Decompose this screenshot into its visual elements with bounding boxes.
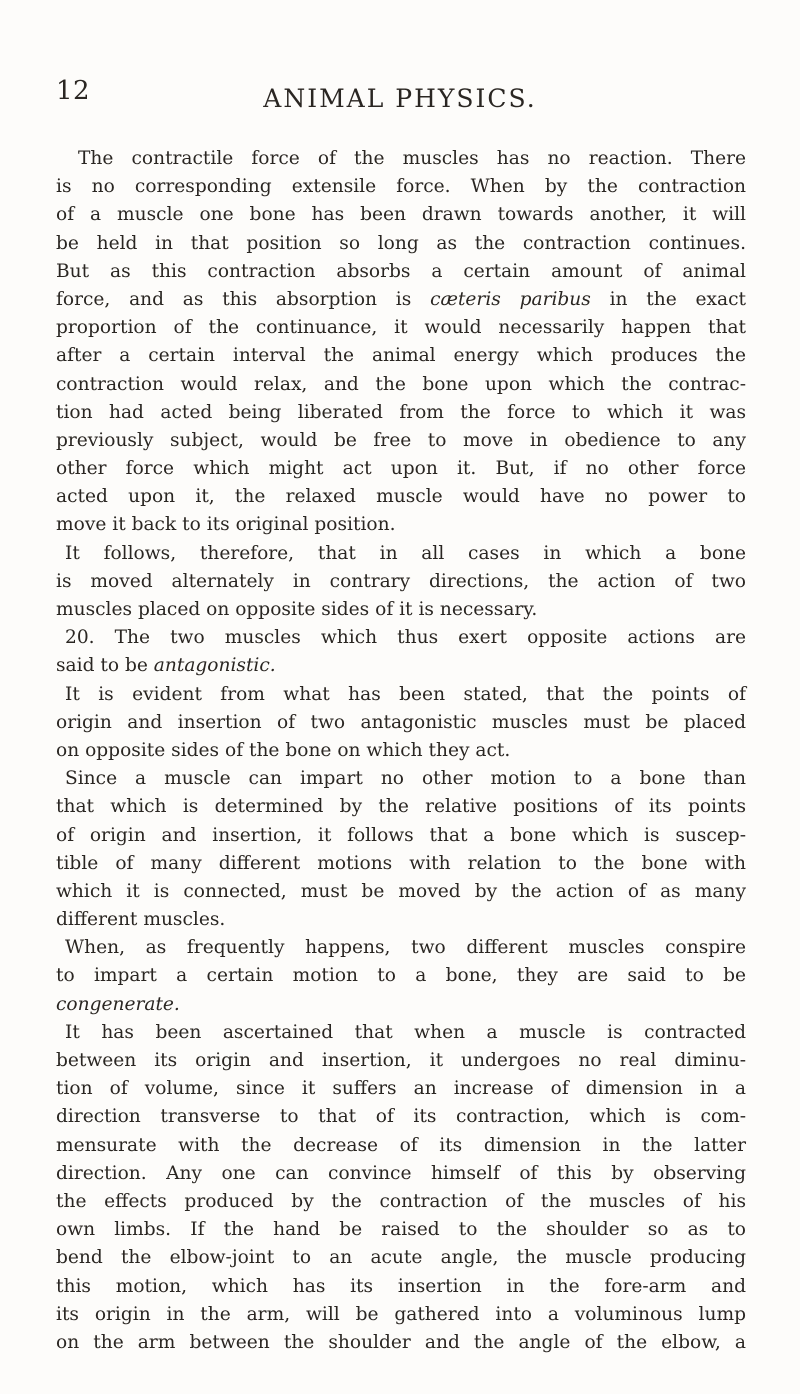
text-line: after a certain interval the animal energy which produces the: [56, 345, 746, 367]
text-line: proportion of the continuance, it would necessarily happen that: [56, 317, 746, 339]
text-line: is no corresponding extensile force. When by the contraction: [56, 176, 746, 198]
text-line: this motion, which has its insertion in the fore-arm and: [56, 1275, 746, 1297]
text-line: of origin and insertion, it follows that a bone which is suscep-: [56, 824, 746, 846]
text-line: that which is determined by the relative positions of its points: [56, 796, 746, 818]
text-line: origin and insertion of two antagonistic muscles must be placed: [56, 711, 746, 733]
text-line: is moved alternately in contrary directions, the action of two: [56, 570, 746, 592]
text-line: tion had acted being liberated from the force to which it was: [56, 401, 746, 423]
text-line: different muscles.: [56, 909, 226, 931]
italic-term: cæteris paribus: [430, 288, 591, 310]
text-line: of a muscle one bone has been drawn towards another, it will: [56, 204, 746, 226]
italic-term: antagonistic.: [153, 655, 276, 677]
text-line: direction transverse to that of its contraction, which is com-: [56, 1106, 746, 1128]
text-line: But as this contraction absorbs a certain amount of animal: [56, 260, 746, 282]
text-line: direction. Any one can convince himself of this by observing: [56, 1162, 746, 1184]
italic-term: congenerate.: [56, 993, 180, 1015]
text-line: bend the elbow-joint to an acute angle, the muscle producing: [56, 1247, 746, 1269]
text-line: tion of volume, since it suffers an increase of dimension in a: [56, 1078, 746, 1100]
text-line: to impart a certain motion to a bone, they are said to be: [56, 965, 746, 987]
text-segment: force, and as this absorption is: [56, 288, 431, 310]
text-line: between its origin and insertion, it undergoes no real diminu-: [56, 1050, 746, 1071]
text-line: on opposite sides of the bone on which they act.: [56, 739, 511, 761]
text-line: contraction would relax, and the bone upon which the contrac-: [56, 373, 746, 395]
text-line: previously subject, would be free to move in obedience to any: [56, 429, 746, 451]
text-line: tible of many different motions with relation to the bone with: [56, 852, 746, 874]
text-segment: in the exact: [590, 288, 746, 310]
text-line: acted upon it, the relaxed muscle would have no power to: [56, 486, 746, 508]
page-number: 12: [56, 76, 91, 106]
text-line: move it back to its original position.: [56, 514, 396, 536]
text-line: It follows, therefore, that in all cases in which a bone: [65, 542, 746, 564]
text-line: Since a muscle can impart no other motion to a bone than: [65, 768, 746, 790]
text-line: other force which might act upon it. But, if no other force: [56, 458, 746, 480]
text-line: its origin in the arm, will be gathered into a voluminous lump: [56, 1303, 746, 1325]
text-line: 20. The two muscles which thus exert opposite actions are: [65, 627, 746, 649]
text-segment: said to be: [56, 655, 154, 677]
text-line: [56, 991, 746, 1019]
text-line: The contractile force of the muscles has no reaction. There: [78, 148, 746, 169]
text-line: [56, 652, 746, 680]
text-line: muscles placed on opposite sides of it is necessary.: [56, 599, 538, 620]
text-line: mensurate with the decrease of its dimension in the latter: [56, 1134, 746, 1156]
text-line: own limbs. If the hand be raised to the shoulder so as to: [56, 1219, 746, 1241]
text-line: on the arm between the shoulder and the angle of the elbow, a: [56, 1331, 746, 1353]
text-line: It has been ascertained that when a muscle is contracted: [65, 1021, 746, 1043]
text-line: [56, 286, 746, 314]
text-line: be held in that position so long as the contraction continues.: [56, 232, 746, 254]
text-line: When, as frequently happens, two different muscles conspire: [65, 937, 746, 959]
body-text: [56, 145, 746, 1357]
text-line: which it is connected, must be moved by the action of as many: [56, 880, 746, 902]
text-line: It is evident from what has been stated, that the points of: [65, 683, 746, 705]
text-line: the effects produced by the contraction of the muscles of his: [56, 1190, 746, 1212]
running-title: ANIMAL PHYSICS.: [263, 84, 537, 113]
